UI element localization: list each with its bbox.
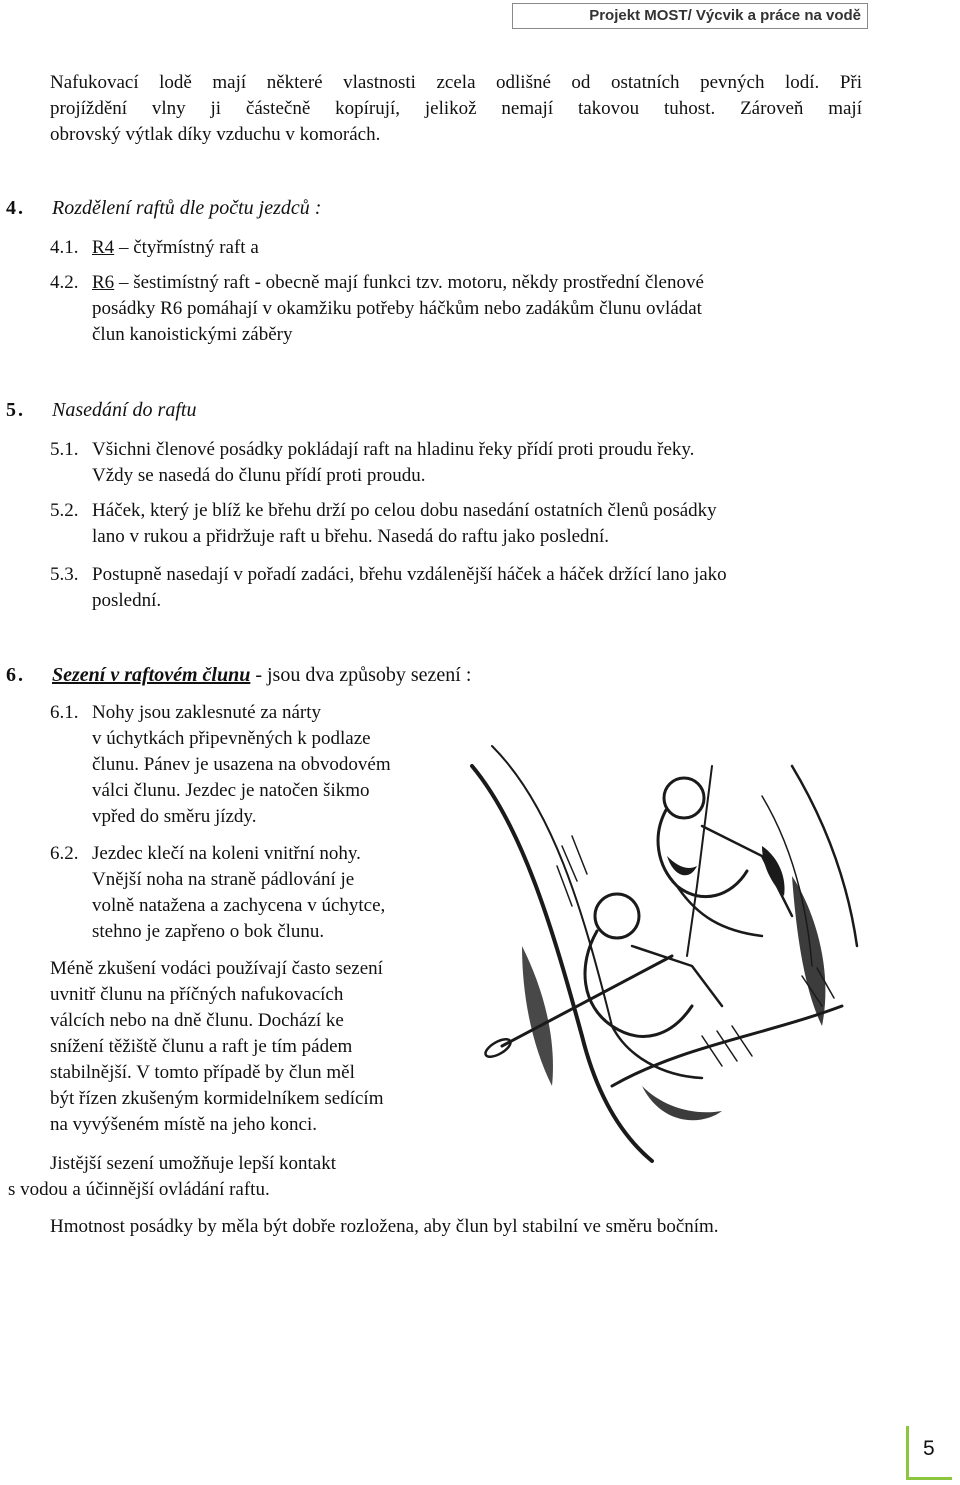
item-5-3-first: Postupně nasedají v pořadí zadáci, břehu vzdálenější háček a háček držící lano jako	[92, 564, 727, 585]
page-header	[512, 3, 868, 29]
item-5-3-number: 5.3.	[50, 564, 79, 585]
item-5-2-number: 5.2.	[50, 500, 79, 521]
item-5-3-line-2: poslední.	[92, 590, 162, 611]
rafting-illustration	[462, 706, 870, 1166]
item-4-2-first: – šestimístný raft - obecně mají funkci tzv. motoru, někdy prostřední členové	[114, 272, 704, 293]
intro-line-2: projíždění vlny ji částečně kopírují, jelikož nemají takovou tuhost. Zároveň mají	[50, 98, 862, 119]
item-5-2-first: Háček, který je blíž ke břehu drží po celou dobu nasedání ostatních členů posádky	[92, 500, 717, 521]
item-6-1-line-5: vpřed do směru jízdy.	[92, 806, 257, 827]
item-4-2-line-3: člun kanoistickými záběry	[92, 324, 293, 345]
para1-line-4: snížení těžiště člunu a raft je tím pádem	[50, 1036, 353, 1057]
item-6-1	[50, 700, 321, 726]
item-6-1-line-3: člunu. Pánev je usazena na obvodovém	[92, 754, 391, 775]
item-4-2-number: 4.2.	[50, 272, 79, 293]
item-5-1-number: 5.1.	[50, 439, 79, 460]
item-6-2-line-4: stehno je zapřeno o bok člunu.	[92, 921, 325, 942]
item-6-2-number: 6.2.	[50, 843, 79, 864]
page-number: 5	[923, 1437, 935, 1460]
item-4-1	[50, 235, 259, 261]
item-6-1-line-2: v úchytkách připevněných k podlaze	[92, 728, 371, 749]
para1-line-2: uvnitř člunu na příčných nafukovacích	[50, 984, 344, 1005]
item-4-1-text: – čtyřmístný raft a	[114, 237, 259, 258]
item-6-1-line-4: válci člunu. Jezdec je natočen šikmo	[92, 780, 370, 801]
para1-line-3: válcích nebo na dně člunu. Dochází ke	[50, 1010, 344, 1031]
item-6-2	[50, 841, 361, 867]
section-6-number: 6.	[6, 664, 25, 686]
para3: Hmotnost posádky by měla být dobře rozložena, aby člun byl stabilní ve směru bočním.	[50, 1216, 719, 1237]
item-6-1-number: 6.1.	[50, 702, 79, 723]
item-4-2-line-2: posádky R6 pomáhají v okamžiku potřeby háčkům nebo zadákům člunu ovládat	[92, 298, 702, 319]
header-title: Projekt MOST/ Výcvik a práce na vodě	[589, 7, 861, 24]
item-4-2-code: R6	[92, 272, 115, 293]
item-5-1-line-2: Vždy se nasedá do člunu přídí proti proudu.	[92, 465, 426, 486]
section-4-title: Rozdělení raftů dle počtu jezdců :	[52, 197, 322, 219]
item-5-2-line-2: lano v rukou a přidržuje raft u břehu. Nasedá do raftu jako poslední.	[92, 526, 610, 547]
section-6-heading	[6, 662, 471, 688]
section-5-heading	[6, 397, 196, 423]
section-6-subtitle: - jsou dva způsoby sezení :	[250, 664, 472, 686]
item-5-3	[50, 562, 727, 588]
para1-line-7: na vyvýšeném místě na jeho konci.	[50, 1114, 317, 1135]
intro-line-1: Nafukovací lodě mají některé vlastnosti zcela odlišné od ostatních pevných lodí. Při	[50, 72, 862, 93]
para1-line-5: stabilnější. V tomto případě by člun měl	[50, 1062, 355, 1083]
section-5-number: 5.	[6, 399, 25, 421]
item-5-1-first: Všichni členové posádky pokládají raft na hladinu řeky přídí proti proudu řeky.	[92, 439, 695, 460]
para1-line-1: Méně zkušení vodáci používají často sezení	[50, 958, 383, 979]
item-5-1	[50, 437, 694, 463]
item-4-1-code: R4	[92, 237, 115, 258]
item-6-1-first: Nohy jsou zaklesnuté za nárty	[92, 702, 321, 723]
page-number-box	[906, 1426, 952, 1480]
item-4-1-number: 4.1.	[50, 237, 79, 258]
section-4-number: 4.	[6, 197, 25, 219]
item-5-2	[50, 498, 717, 524]
item-4-2	[50, 270, 704, 296]
para2-line-1: Jistější sezení umožňuje lepší kontakt	[50, 1153, 337, 1174]
item-6-2-first: Jezdec klečí na koleni vnitřní nohy.	[92, 843, 361, 864]
intro-line-3: obrovský výtlak díky vzduchu v komorách.	[50, 124, 381, 145]
para1-line-6: být řízen zkušeným kormidelníkem sedícím	[50, 1088, 384, 1109]
para2-line-2: s vodou a účinnější ovládání raftu.	[8, 1179, 270, 1200]
section-4-heading	[6, 195, 321, 221]
section-6-title: Sezení v raftovém člunu	[52, 664, 251, 686]
item-6-2-line-2: Vnější noha na straně pádlování je	[92, 869, 355, 890]
rafters-sketch	[462, 706, 870, 1166]
section-5-title: Nasedání do raftu	[52, 399, 197, 421]
item-6-2-line-3: volně natažena a zachycena v úchytce,	[92, 895, 386, 916]
